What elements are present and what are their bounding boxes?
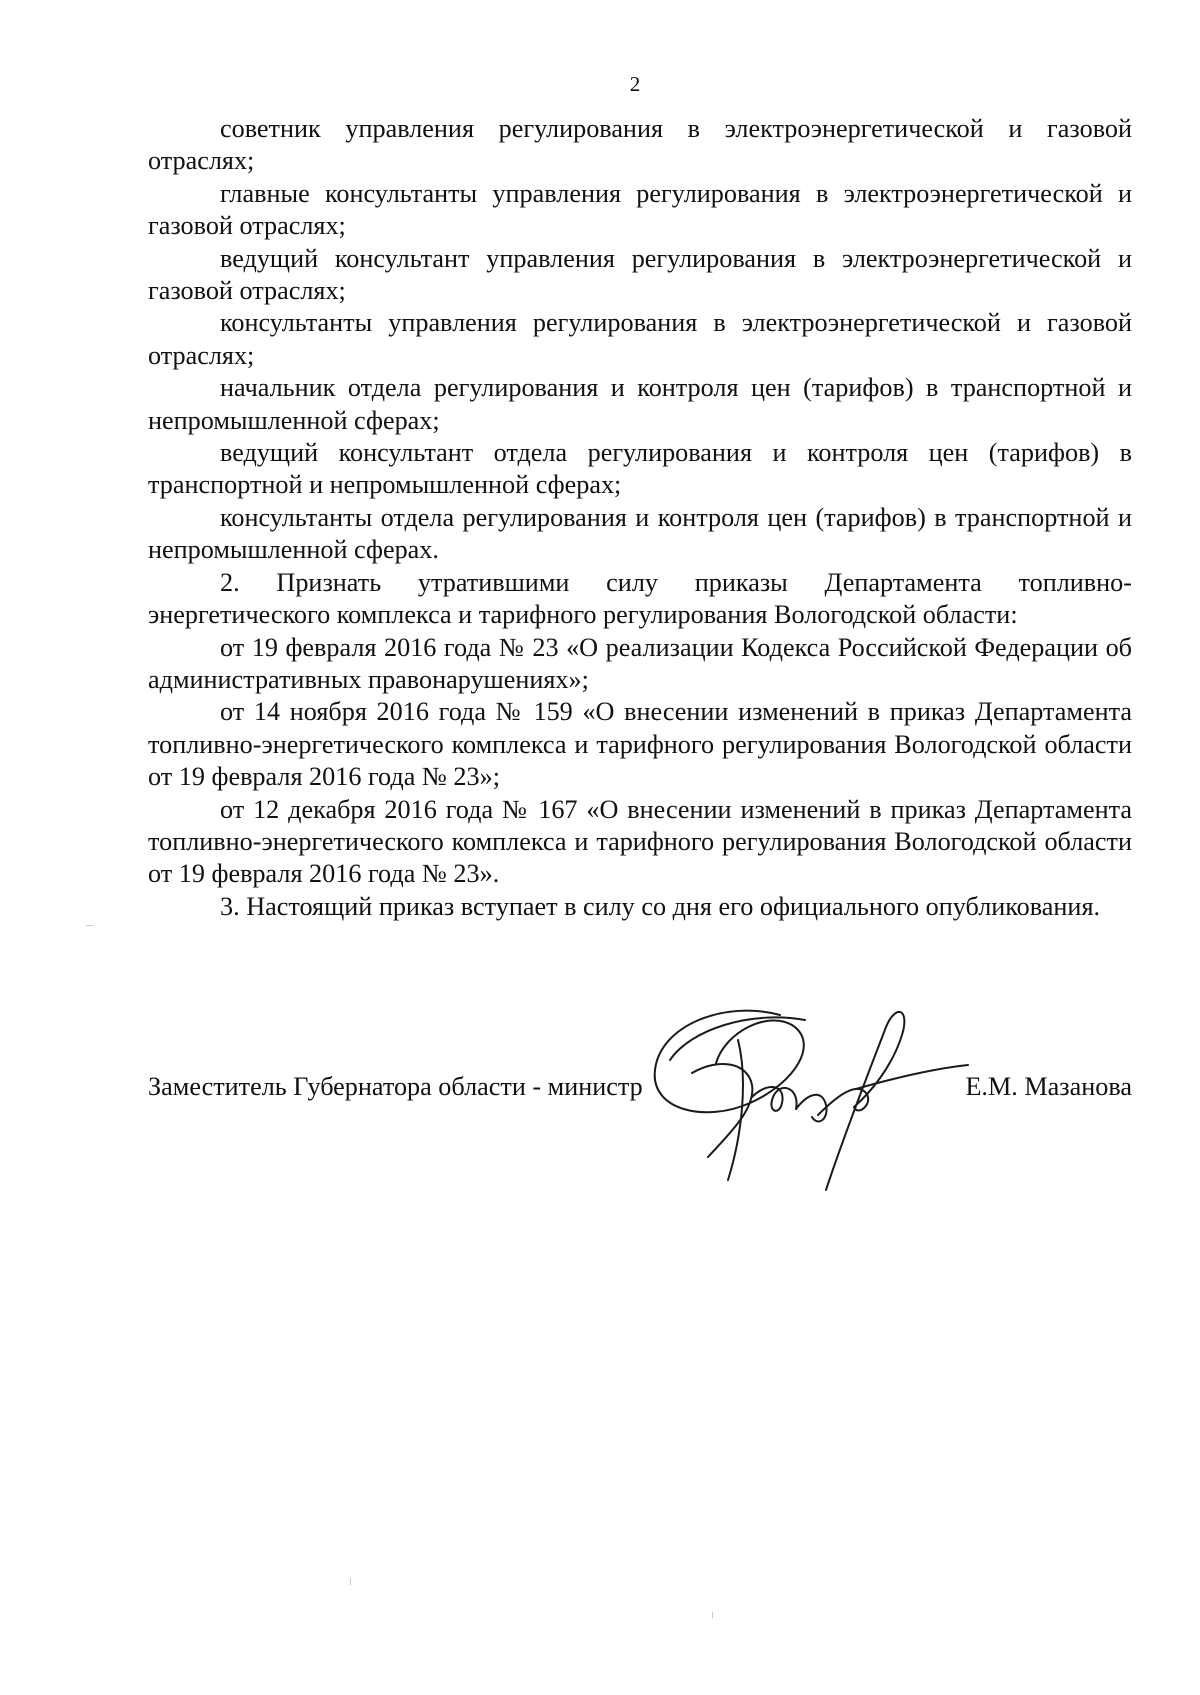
- signatory-position: Заместитель Губернатора области - министр: [148, 1072, 643, 1101]
- scan-artifact: [350, 1578, 351, 1585]
- paragraph-item-2: 2. Признать утратившими силу приказы Департамента топливно-энергетического комплекса и тарифного регулирования Вологодской области:: [148, 567, 1132, 630]
- document-body: [148, 113, 1132, 923]
- paragraph: главные консультанты управления регулирования в электроэнергетической и газовой отраслях;: [148, 178, 1132, 241]
- scan-artifact: [86, 925, 93, 926]
- paragraph: от 14 ноября 2016 года № 159 «О внесении изменений в приказ Департамента топливно-энергетического комплекса и тарифного регулирования Вологодской области от 19 февраля 2016 года № 23»;: [148, 697, 1132, 792]
- paragraph: ведущий консультант управления регулирования в электроэнергетической и газовой отраслях;: [148, 243, 1132, 306]
- paragraph: советник управления регулирования в электроэнергетической и газовой отраслях;: [148, 114, 1132, 176]
- handwritten-signature-icon: [630, 985, 1010, 1195]
- signatory-name: Е.М. Мазанова: [965, 1072, 1132, 1101]
- paragraph: консультанты управления регулирования в электроэнергетической и газовой отраслях;: [148, 308, 1132, 370]
- paragraph: консультанты отдела регулирования и контроля цен (тарифов) в транспортной и непромышленной сферах.: [148, 502, 1132, 565]
- page-number: 2: [629, 72, 641, 96]
- paragraph: от 12 декабря 2016 года № 167 «О внесении изменений в приказ Департамента топливно-энергетического комплекса и тарифного регулирования Вологодской области от 19 февраля 2016 года № 23».: [148, 794, 1132, 889]
- paragraph: начальник отдела регулирования и контроля цен (тарифов) в транспортной и непромышленной сферах;: [148, 373, 1132, 435]
- paragraph: от 19 февраля 2016 года № 23 «О реализации Кодекса Российской Федерации об административных правонарушениях»;: [148, 632, 1132, 694]
- paragraph: ведущий консультант отдела регулирования и контроля цен (тарифов) в транспортной и непромышленной сферах;: [148, 438, 1132, 500]
- scan-artifact: [712, 1612, 713, 1618]
- paragraph-item-3: 3. Настоящий приказ вступает в силу со дня его официального опубликования.: [220, 891, 1101, 921]
